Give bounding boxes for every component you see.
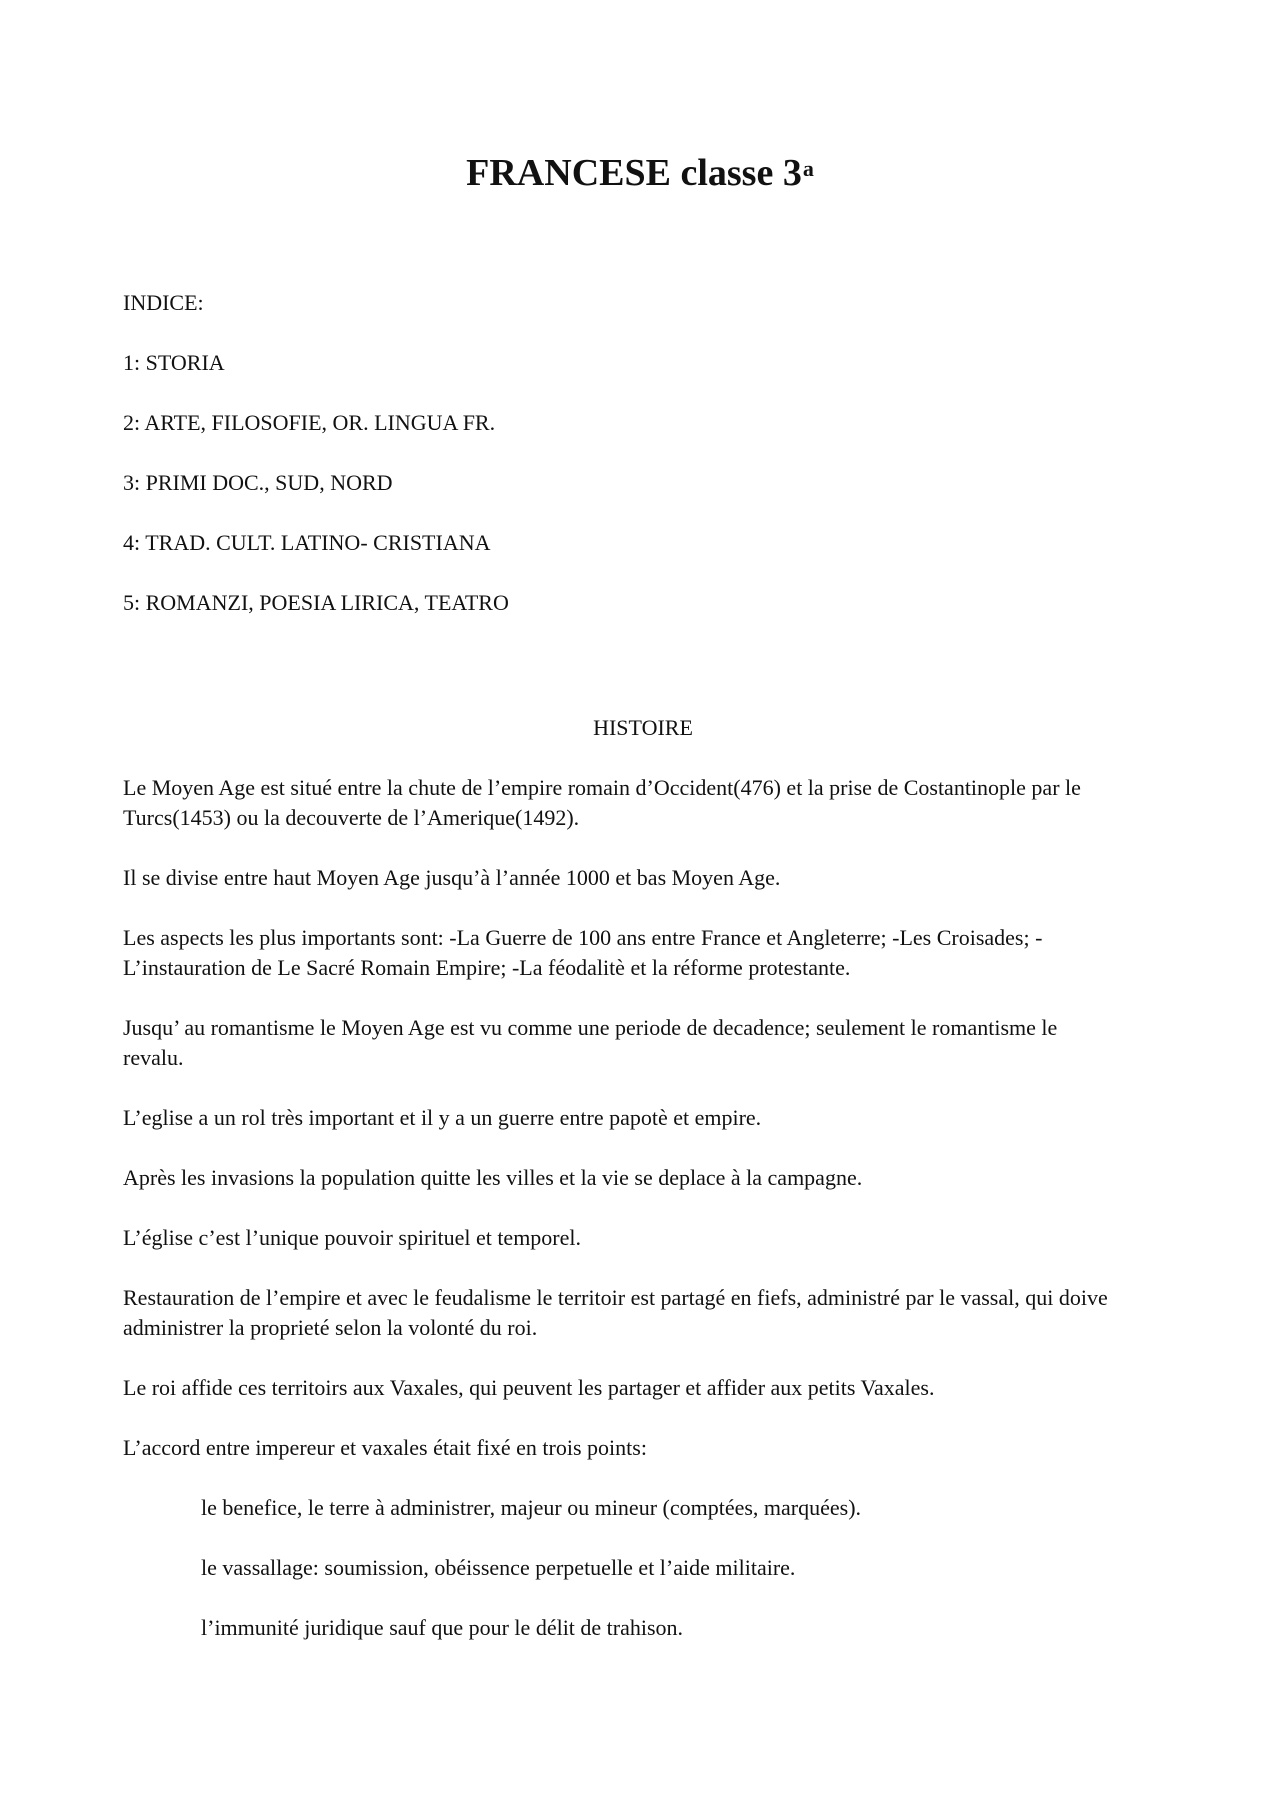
paragraph: Le roi affide ces territoirs aux Vaxales, qui peuvent les partager et affider aux petits Vaxales. — [123, 1375, 935, 1400]
paragraph: Après les invasions la population quitte les villes et la vie se deplace à la campagne. — [123, 1165, 863, 1190]
paragraph: Le Moyen Age est situé entre la chute de l’empire romain d’Occident(476) et la prise de Costantinople par le Turcs(1453) ou la decouverte de l’Amerique(1492). — [123, 775, 1081, 830]
paragraph: L’église c’est l’unique pouvoir spirituel et temporel. — [123, 1225, 582, 1250]
paragraph: Les aspects les plus importants sont: -La Guerre de 100 ans entre France et Angleterre; -Les Croisades; -L’instauration de Le Sacré Romain Empire; -La féodalitè et la réforme protestante. — [123, 925, 1043, 980]
body-text — [123, 773, 1123, 1673]
page-title — [0, 150, 1280, 196]
page-title-superscript: a — [802, 156, 814, 181]
paragraph: Jusqu’ au romantisme le Moyen Age est vu comme une periode de decadence; seulement le romantisme le revalu. — [123, 1015, 1058, 1070]
index-item: 3: PRIMI DOC., SUD, NORD — [123, 470, 393, 495]
paragraph: L’eglise a un rol très important et il y a un guerre entre papotè et empire. — [123, 1105, 762, 1130]
paragraph: Il se divise entre haut Moyen Age jusqu’à l’année 1000 et bas Moyen Age. — [123, 865, 781, 890]
paragraph: Restauration de l’empire et avec le feudalisme le territoir est partagé en fiefs, administré par le vassal, qui doive administrer la proprieté selon la volonté du roi. — [123, 1285, 1108, 1340]
index-label: INDICE: — [123, 290, 204, 315]
point-item: le benefice, le terre à administrer, majeur ou mineur (comptées, marquées). — [201, 1495, 862, 1520]
index-item: 5: ROMANZI, POESIA LIRICA, TEATRO — [123, 590, 509, 615]
page-title-text: FRANCESE classe 3 — [466, 152, 802, 194]
index-list — [123, 348, 509, 648]
index-item: 4: TRAD. CULT. LATINO- CRISTIANA — [123, 530, 491, 555]
section-heading: HISTOIRE — [593, 715, 693, 740]
point-item: le vassallage: soumission, obéissence perpetuelle et l’aide militaire. — [201, 1555, 796, 1580]
points-list — [123, 1493, 1123, 1643]
paragraph: L’accord entre impereur et vaxales était fixé en trois points: — [123, 1435, 647, 1460]
index-item: 2: ARTE, FILOSOFIE, OR. LINGUA FR. — [123, 410, 496, 435]
index-item: 1: STORIA — [123, 350, 225, 375]
point-item: l’immunité juridique sauf que pour le délit de trahison. — [201, 1615, 684, 1640]
